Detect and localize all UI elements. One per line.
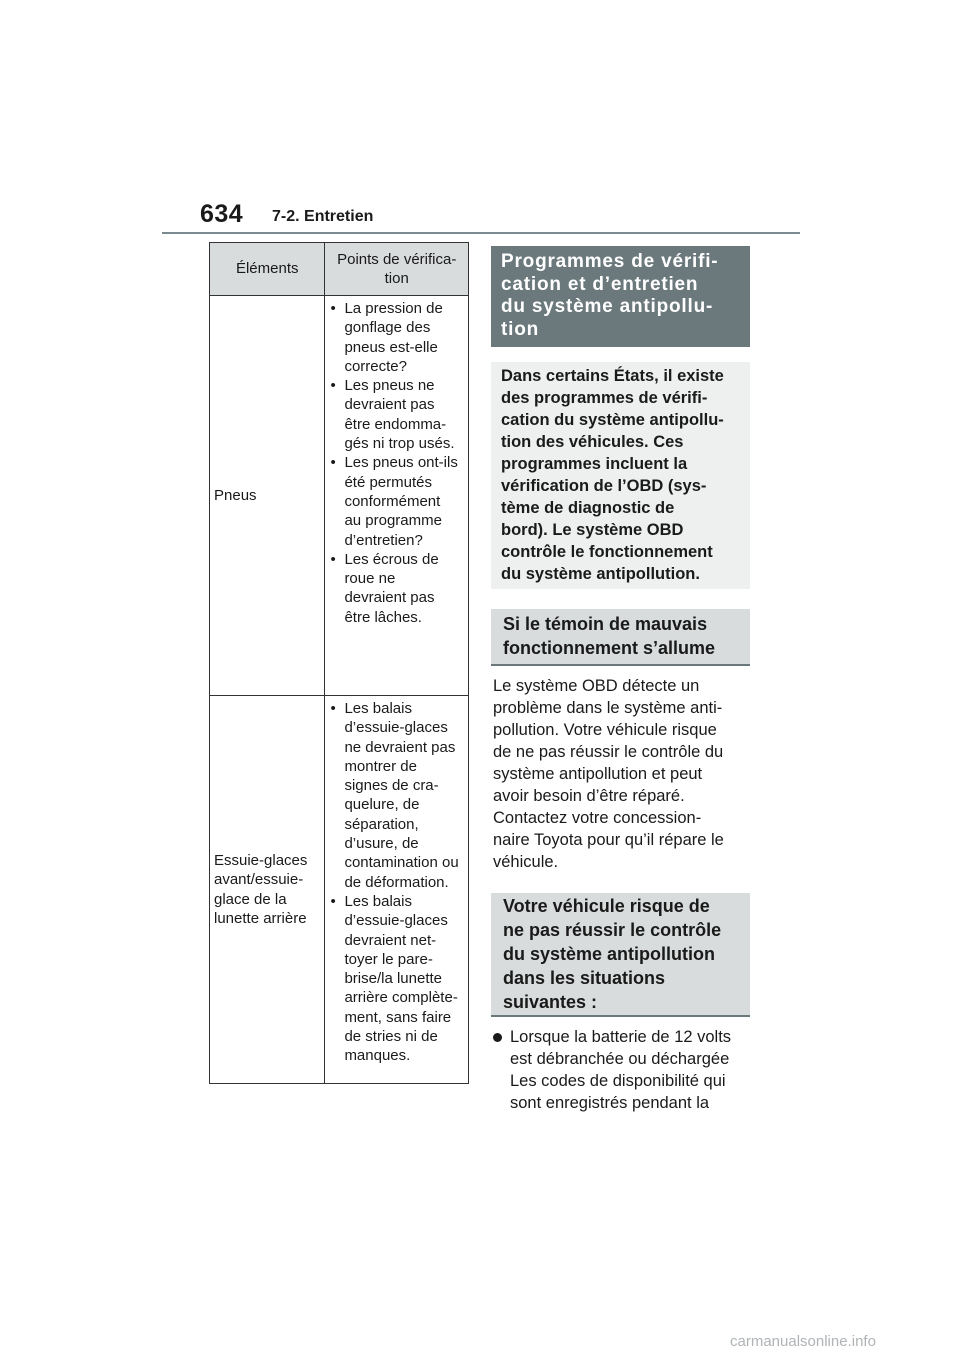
list-item-text: Les balais d’essuie-glaces devraient net- toyer le pare- brise/la lunette arrière complète- ment, sans faire de stries ni de manques. — [344, 892, 458, 1065]
inspection-fail-heading: Votre véhicule risque de ne pas réussir le contrôle du système antipollution dans les situations suivantes : — [491, 893, 750, 1017]
list-item: • Les balais d’essuie-glaces ne devraient pas montrer de signes de cra- quelure, de séparation, d’usure, de contamination ou de déformation. — [330, 700, 459, 891]
emissions-program-heading: Programmes de vérifi- cation et d’entretien du système antipollu- tion — [491, 246, 750, 347]
list-item-text: Les écrous de roue ne devraient pas être lâches. — [344, 550, 439, 626]
list-item: • Les écrous de roue ne devraient pas être lâches. — [330, 550, 439, 626]
table-cell-points — [325, 296, 469, 696]
table-cell-item: Pneus — [210, 296, 325, 696]
table-header-row — [210, 243, 469, 296]
section-title: 7-2. Entretien — [272, 208, 374, 225]
list-item-text: Les balais d’essuie-glaces ne devraient pas montrer de signes de cra- quelure, de séparation, d’usure, de contamination ou de déformation. — [344, 700, 459, 891]
check-list — [328, 299, 465, 627]
list-item-text: Les pneus ne devraient pas être endomma- gés ni trop usés. — [344, 377, 455, 453]
malfunction-indicator-heading: Si le témoin de mauvais fonctionnement s’allume — [491, 609, 750, 666]
table-header-points — [325, 243, 469, 296]
list-item-text: Lorsque la batterie de 12 volts est débranchée ou déchargée Les codes de disponibilité qui sont enregistrés pendant la — [510, 1028, 732, 1112]
check-list — [328, 699, 465, 1066]
table-cell-points — [325, 696, 469, 1084]
maintenance-table — [209, 242, 469, 1084]
table-row — [210, 296, 469, 696]
table-row — [210, 696, 469, 1084]
watermark: carmanualsonline.info — [730, 1333, 876, 1350]
emissions-intro-box: Dans certains États, il existe des programmes de vérifi- cation du système antipollu- tion des véhicules. Ces programmes incluent la vérification de l’OBD (sys- tème de diagnostic de bord). Le système OBD contrôle le fonctionnement du système antipollution. — [491, 362, 750, 589]
list-item: • Les pneus ne devraient pas être endomma- gés ni trop usés. — [330, 377, 455, 453]
list-item: • Les pneus ont-ils été permutés conformément au programme d’entretien? — [330, 454, 458, 549]
malfunction-indicator-text: Le système OBD détecte un problème dans le système anti- pollution. Votre véhicule risque de ne pas réussir le contrôle du système antipollution et peut avoir besoin d’être réparé. Contactez votre concession- naire Toyota pour qu’il répare le véhicule. — [493, 677, 724, 871]
table-header-items: Éléments — [210, 243, 325, 296]
list-item: • Les balais d’essuie-glaces devraient net- toyer le pare- brise/la lunette arrière complète- ment, sans faire de stries ni de manques. — [330, 892, 458, 1065]
table-header-points-label: Points de vérifica- tion — [337, 250, 457, 287]
list-item-text: Les pneus ont-ils été permutés conformément au programme d’entretien? — [344, 454, 458, 549]
bullet-icon — [493, 1033, 502, 1042]
table-cell-item: Essuie-glaces avant/essuie- glace de la lunette arrière — [210, 696, 325, 1084]
list-item-text: La pression de gonflage des pneus est-elle correcte? — [344, 300, 443, 375]
header-rule — [162, 232, 800, 234]
list-item: • La pression de gonflage des pneus est-elle correcte? — [330, 300, 443, 375]
page-number: 634 — [200, 200, 244, 228]
list-item — [493, 1026, 755, 1114]
